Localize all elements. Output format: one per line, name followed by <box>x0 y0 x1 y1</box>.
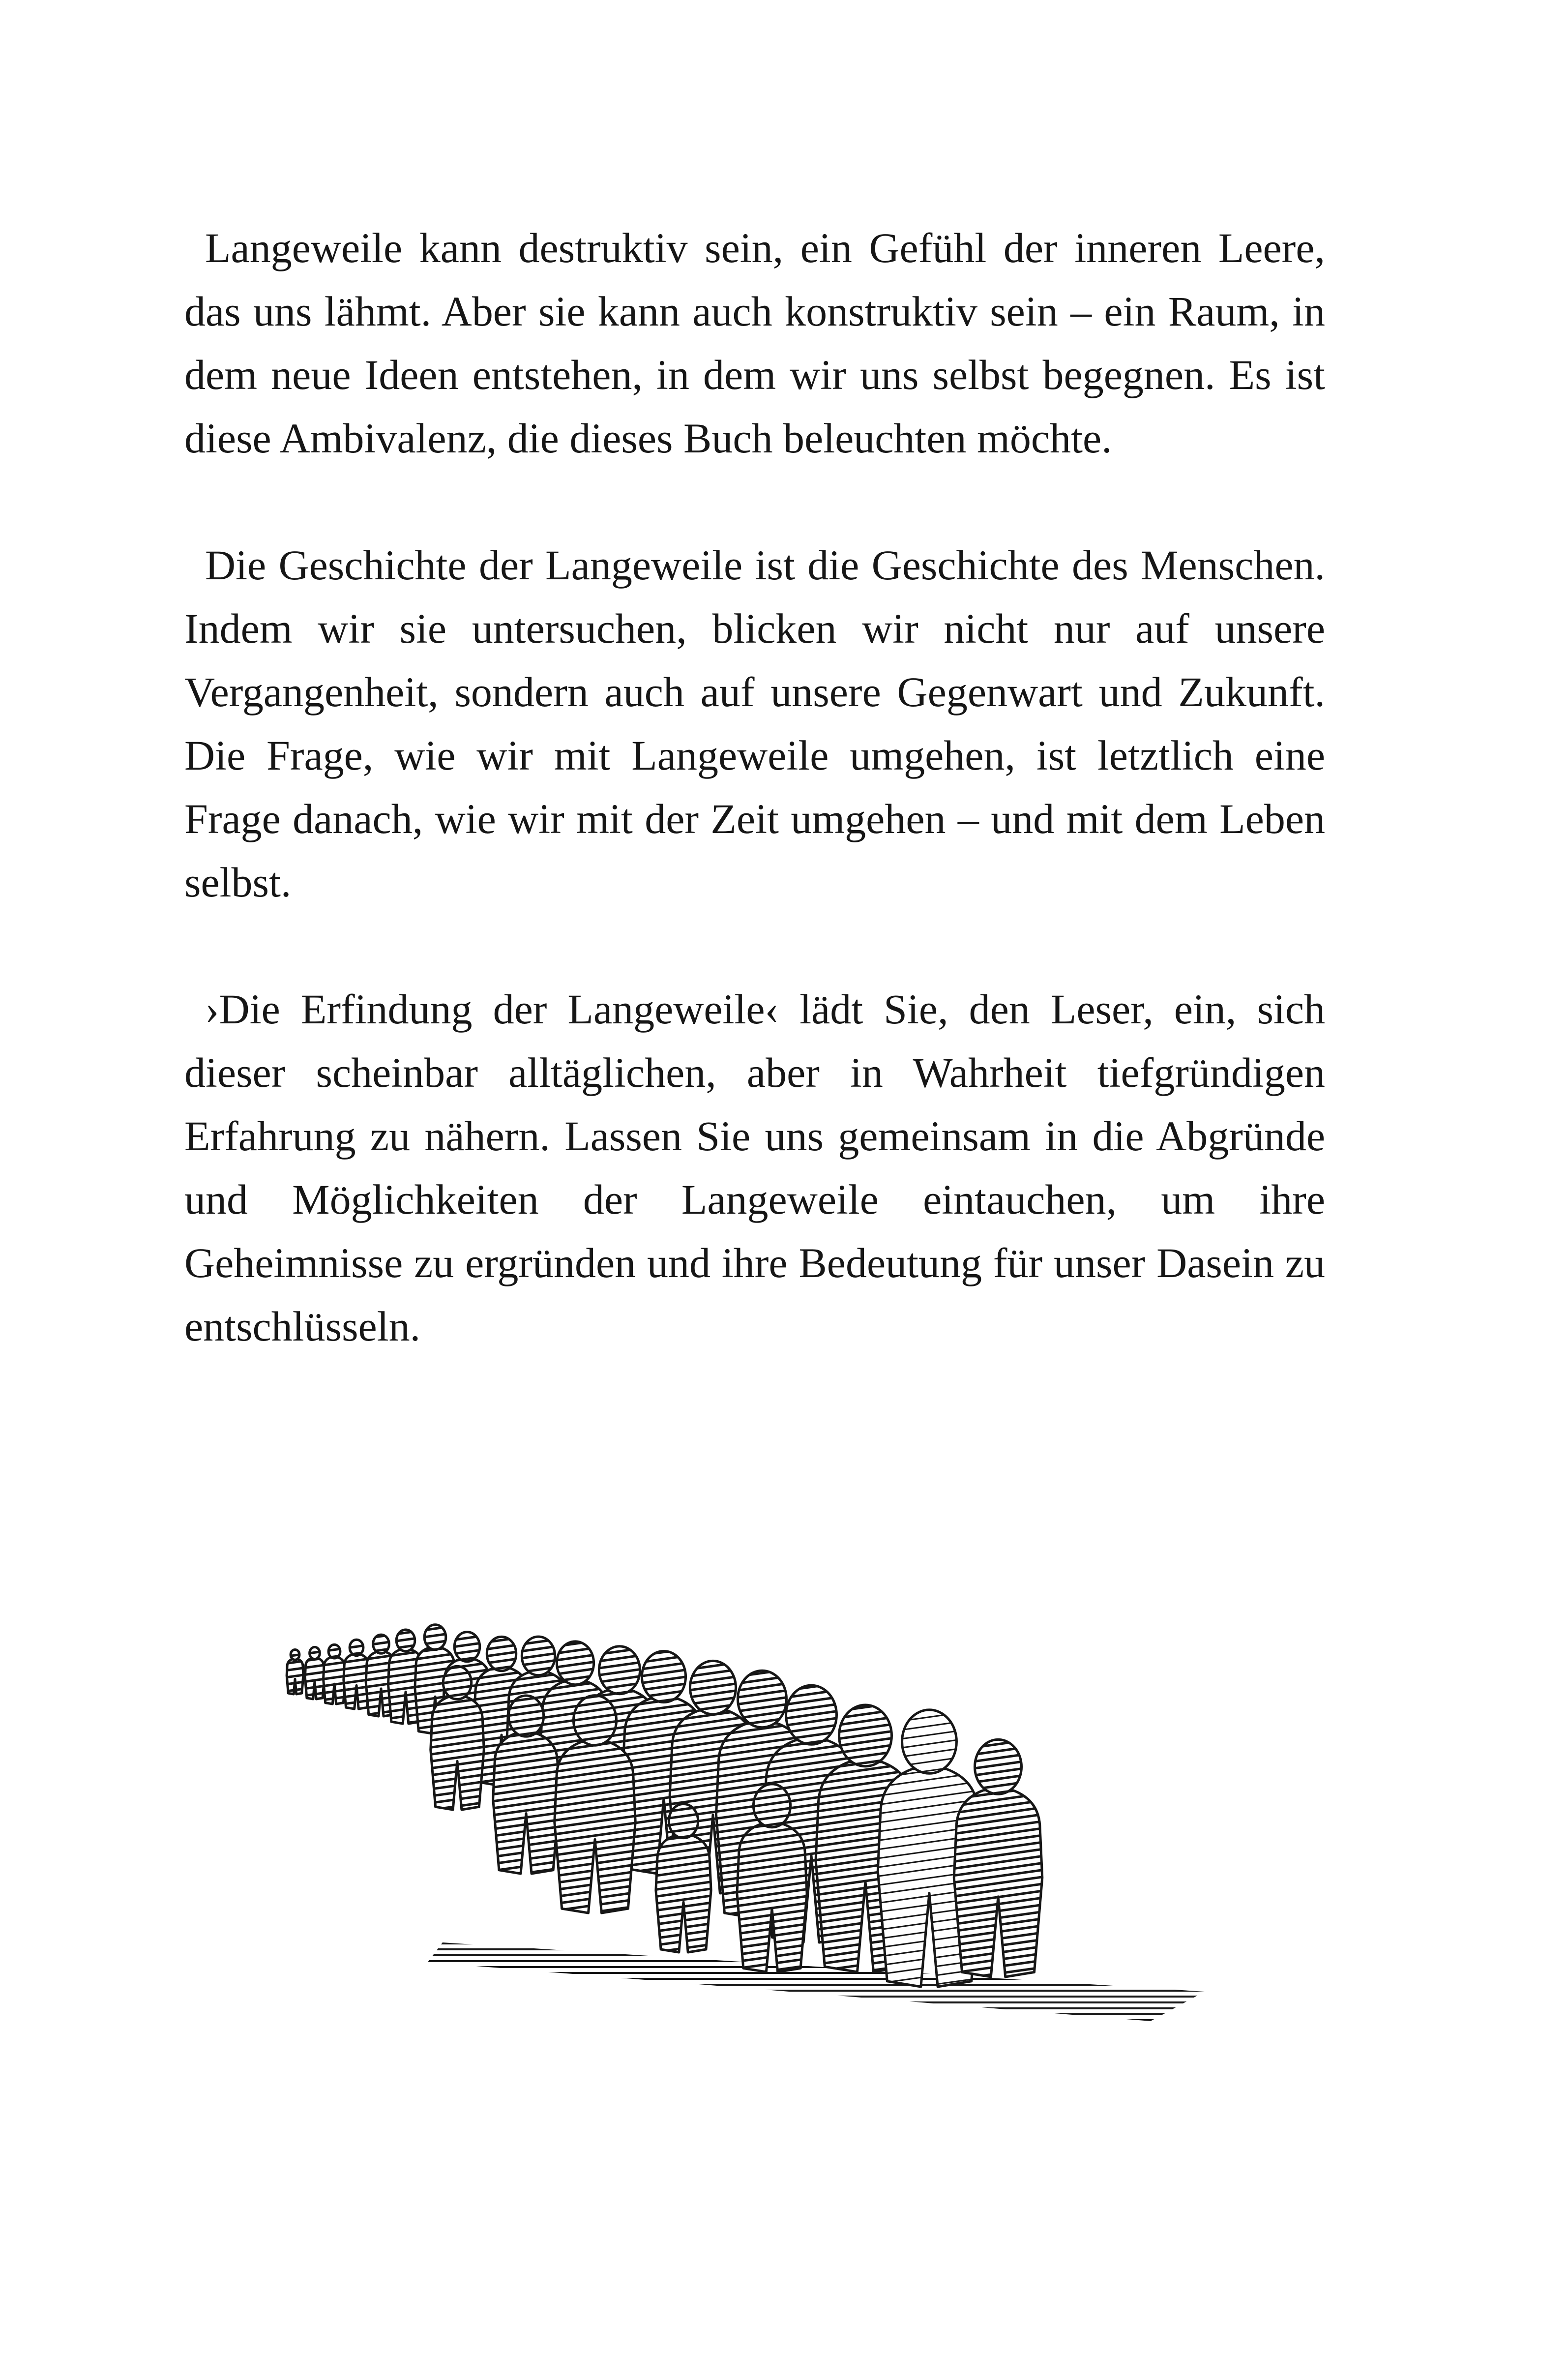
person-figure-icon <box>287 1650 303 1694</box>
person-figure-head <box>487 1637 516 1671</box>
figures-group <box>287 1625 1042 1987</box>
person-figure-icon <box>954 1739 1042 1977</box>
person-figure-head <box>573 1696 616 1746</box>
body-text <box>184 216 1325 1358</box>
person-figure-head <box>669 1804 698 1838</box>
person-figure-head <box>396 1630 415 1651</box>
person-figure-head <box>328 1644 340 1658</box>
person-figure-head <box>443 1666 471 1699</box>
queue-of-people-illustration <box>280 1598 1229 2041</box>
person-figure-head <box>522 1637 555 1675</box>
person-figure-head <box>690 1661 736 1714</box>
person-figure-head <box>350 1640 363 1655</box>
person-figure-body <box>305 1658 324 1699</box>
person-figure-head <box>557 1642 593 1685</box>
person-figure-head <box>599 1646 640 1694</box>
person-figure-body <box>287 1659 303 1694</box>
person-figure-head <box>839 1705 892 1766</box>
person-figure-body <box>954 1790 1042 1977</box>
paragraph-boredom-ambivalence: Langeweile kann destruktiv sein, ein Gefühl der inneren Leere, das uns lähmt. Aber sie kann auch konstruktiv sein – ein Raum, in dem neue Ideen entstehen, in dem wir uns selbst begegnen. Es ist diese Ambivalenz, die dieses Buch beleuchten möchte. <box>184 224 1325 462</box>
paragraph-history-of-boredom: Die Geschichte der Langeweile ist die Geschichte des Menschen. Indem wir sie untersuchen, blicken wir nicht nur auf unsere Vergangenheit, sondern auch auf unsere Gegenwart und Zukunft. Die Frage, wie wir mit Langeweile umgehen, ist letztlich eine Frage danach, wie wir mit der Zeit umgehen – und mit dem Leben selbst. <box>184 541 1325 906</box>
ground-shadow <box>428 1942 1205 2021</box>
person-figure-body <box>737 1824 807 1972</box>
person-figure-icon <box>324 1644 346 1704</box>
person-figure-body <box>493 1733 560 1874</box>
person-figure-body <box>555 1742 636 1913</box>
person-figure-head <box>508 1696 543 1736</box>
person-figure-body <box>324 1657 346 1704</box>
person-figure-head <box>310 1647 320 1659</box>
person-figure-body <box>431 1697 484 1810</box>
person-figure-head <box>975 1739 1021 1794</box>
paragraph-book-invitation: ›Die Erfindung der Langeweile‹ lädt Sie, den Leser, ein, sich dieser scheinbar alltäglichen, aber in Wahrheit tiefgründigen Erfahrung zu nähern. Lassen Sie uns gemeinsam in die Abgründe und Möglichkeiten der Langeweile eintauchen, um ihre Geheimnisse zu ergründen und ihre Bedeutung für unser Dasein zu entschlüsseln. <box>184 985 1325 1350</box>
person-figure-head <box>291 1650 299 1660</box>
person-figure-icon <box>305 1647 324 1699</box>
person-figure-head <box>902 1710 957 1773</box>
person-figure-body <box>656 1836 711 1952</box>
person-figure-head <box>373 1635 389 1653</box>
person-figure-head <box>753 1784 790 1827</box>
person-figure-head <box>786 1685 837 1744</box>
person-figure-head <box>642 1651 685 1702</box>
person-figure-head <box>454 1632 479 1662</box>
person-figure-head <box>424 1625 446 1650</box>
person-figure-head <box>738 1671 787 1728</box>
